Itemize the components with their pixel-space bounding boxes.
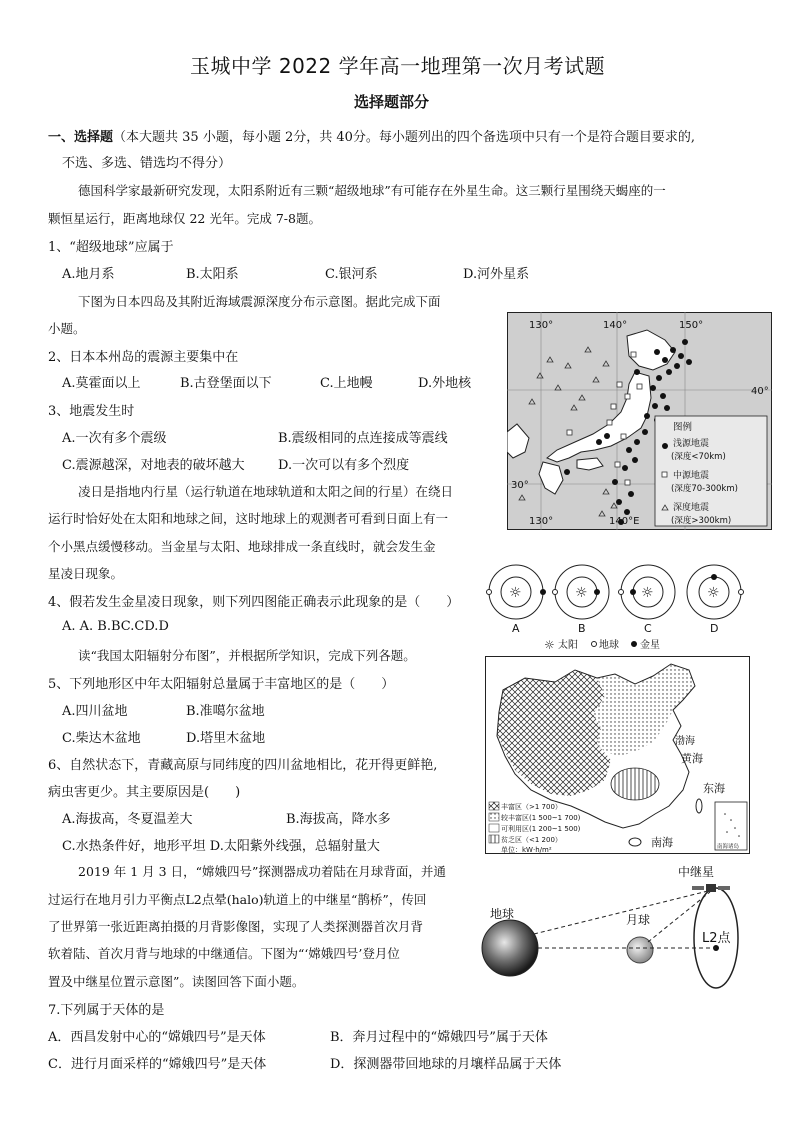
venus-icon bbox=[631, 641, 637, 647]
japan-earthquake-map bbox=[507, 312, 772, 530]
q7-option-a: A．西昌发射中心的“嫦娥四号”是天体 bbox=[48, 1030, 266, 1045]
q4-stem: 4、假若发生金星凌日现象，则下列四图能正确表示此现象的是（ ） bbox=[48, 595, 460, 610]
intro1-line2: 颗恒星运行，距离地球仅 22 光年。完成 7-8题。 bbox=[48, 211, 321, 226]
intro3-line2: 运行时恰好处在太阳和地球之间，这时地球上的观测者可看到日面上有一 bbox=[48, 511, 449, 526]
q5-option-c: C.柴达木盆地 bbox=[62, 731, 141, 746]
venus-transit-diagram bbox=[484, 560, 746, 652]
q5-option-a: A.四川盆地 bbox=[62, 704, 128, 719]
sun-icon: ☼ bbox=[544, 638, 555, 652]
q6-option-b: B.海拔高，降水多 bbox=[286, 812, 391, 827]
q7-option-b: B．奔月过程中的“嫦娥四号”属于天体 bbox=[330, 1030, 548, 1045]
intro5-line2: 过运行在地月引力平衡点L2点晕(halo)轨道上的中继星“鹊桥”，传回 bbox=[48, 892, 427, 907]
section-subtitle: 选择题部分 bbox=[354, 93, 430, 111]
legend-shallow-range: (深度<70km) bbox=[671, 452, 726, 462]
q6-stem-2: 病虫害更少。其主要原因是( ) bbox=[48, 785, 241, 800]
intro5-line4: 软着陆、首次月背与地球的中继通信。下图为“‘嫦娥四号’登月位 bbox=[48, 946, 400, 961]
section-label: 一、选择题 bbox=[48, 130, 114, 145]
yellow-sea-label: 黄海 bbox=[681, 752, 703, 765]
legend-shallow-icon bbox=[662, 443, 668, 449]
legend-sun: 太阳 bbox=[558, 640, 578, 651]
legend-deep-range: (深度>300km) bbox=[671, 516, 732, 526]
intro2-line1: 下图为日本四岛及其附近海域震源深度分布示意图。据此完成下面 bbox=[78, 294, 441, 309]
earth-icon bbox=[592, 642, 597, 647]
q3-option-c: C.震源越深，对地表的破坏越大 bbox=[62, 458, 245, 473]
earth-globe bbox=[482, 920, 538, 976]
intro1-line1: 德国科学家最新研究发现，太阳系附近有三颗“超级地球”有可能存在外星生命。这三颗行星围绕天蝎座的一 bbox=[78, 183, 666, 198]
q6-stem-1: 6、自然状态下，青藏高原与同纬度的四川盆地相比，花开得更鲜艳, bbox=[48, 758, 438, 773]
map-lat-label-2: 30° bbox=[511, 480, 529, 491]
q2-stem: 2、日本本州岛的震源主要集中在 bbox=[48, 350, 239, 365]
china-solar-radiation-map bbox=[485, 656, 750, 854]
q1-stem: 1、“超级地球”应属于 bbox=[48, 240, 174, 255]
section-desc-2: 不选、多选、错选均不得分） bbox=[62, 156, 232, 171]
q5-option-d: D.塔里木盆地 bbox=[186, 731, 266, 746]
radiation-legend-rich: 丰富区（>1 700） bbox=[501, 803, 562, 811]
legend-mid-name: 中源地震 bbox=[673, 471, 710, 481]
east-sea-label: 东海 bbox=[703, 782, 725, 795]
q5-stem: 5、下列地形区中年太阳辐射总量属于丰富地区的是（ ） bbox=[48, 677, 395, 692]
map-lon-label-2: 140° bbox=[603, 320, 628, 331]
legend-venus: 金星 bbox=[640, 640, 660, 651]
map-lon-label-3: 150° bbox=[679, 320, 704, 331]
intro4: 读“我国太阳辐射分布图”，并根据所学知识，完成下列各题。 bbox=[78, 648, 416, 663]
q3-stem: 3、地震发生时 bbox=[48, 404, 135, 419]
bohai-label: 渤海 bbox=[675, 736, 695, 747]
q2-option-a: A.莫霍面以上 bbox=[62, 376, 141, 391]
legend-deep-name: 深度地震 bbox=[673, 503, 710, 513]
intro3-line3: 个小黑点缓慢移动。当金星与太阳、地球排成一条直线时，就会发生金 bbox=[48, 539, 436, 554]
legend-earth: 地球 bbox=[599, 640, 619, 651]
legend-mid-range: (深度70-300km) bbox=[671, 484, 738, 494]
q1-option-c: C.银河系 bbox=[325, 267, 378, 282]
intro5-line3: 了世界第一张近距离拍摄的月背影像图，实现了人类探测器首次月背 bbox=[48, 919, 424, 934]
transit-panel-c bbox=[619, 565, 676, 619]
transit-label-c: C bbox=[644, 622, 652, 635]
q7-option-d: D．探测器带回地球的月壤样品属于天体 bbox=[330, 1057, 562, 1072]
svg-text:☼: ☼ bbox=[641, 585, 654, 601]
svg-text:☼: ☼ bbox=[509, 585, 522, 601]
q4-options: A. A. B.BC.CD.D bbox=[62, 619, 169, 634]
map-lon-label-1: 130° bbox=[529, 320, 554, 331]
transit-label-a: A bbox=[512, 622, 520, 635]
q1-option-d: D.河外星系 bbox=[463, 267, 530, 282]
intro3-line1: 凌日是指地内行星（运行轨道在地球轨道和太阳之间的行星）在绕日 bbox=[78, 484, 454, 499]
q2-option-c: C.上地幔 bbox=[320, 376, 373, 391]
map-lon-label-4: 130° bbox=[529, 516, 554, 527]
transit-label-d: D bbox=[710, 622, 719, 635]
q6-option-a: A.海拔高，冬夏温差大 bbox=[62, 812, 193, 827]
section-desc: （本大题共 35 小题，每小题 2分，共 40分。每小题列出的四个备选项中只有一个是符合题目要求的, bbox=[113, 130, 696, 145]
intro5-line1: 2019 年 1 月 3 日，“嫦娥四号”探测器成功着陆在月球背面，并通 bbox=[78, 864, 446, 879]
moon-label: 月球 bbox=[626, 913, 651, 927]
intro3-line4: 星凌日现象。 bbox=[48, 566, 124, 581]
legend-shallow-name: 浅源地震 bbox=[673, 439, 710, 449]
section-heading bbox=[48, 126, 695, 145]
q2-option-d: D.外地核 bbox=[418, 376, 472, 391]
q1-option-a: A.地月系 bbox=[62, 267, 115, 282]
svg-text:☼: ☼ bbox=[575, 585, 588, 601]
intro5-line5: 置及中继星位置示意图”。读图回答下面小题。 bbox=[48, 974, 305, 989]
q1-option-b: B.太阳系 bbox=[186, 267, 239, 282]
moon-relay-line bbox=[648, 892, 710, 942]
q7-option-c: C．进行月面采样的“嫦娥四号”是天体 bbox=[48, 1057, 267, 1072]
map-legend-box bbox=[655, 416, 767, 526]
intro2-line2: 小题。 bbox=[48, 321, 86, 336]
legend-mid-icon bbox=[662, 472, 667, 477]
relay-label: 中继星 bbox=[678, 865, 715, 879]
south-sea-inset bbox=[715, 802, 747, 850]
q7-stem: 7.下列属于天体的是 bbox=[48, 1003, 165, 1018]
radiation-legend-poor: 贫乏区（<1 200） bbox=[501, 836, 562, 844]
q3-option-b: B.震级相同的点连接成等震线 bbox=[278, 431, 448, 446]
radiation-unit: 单位：kW·h/m² bbox=[501, 846, 552, 854]
transit-panel-b bbox=[553, 565, 610, 619]
transit-label-b: B bbox=[578, 622, 586, 635]
radiation-legend-good: 较丰富区(1 500~1 700) bbox=[501, 814, 581, 822]
q3-option-d: D.一次可以有多个烈度 bbox=[278, 458, 410, 473]
map-lon-label-5: 140°E bbox=[609, 516, 640, 527]
earth-relay-line bbox=[534, 890, 712, 934]
relay-satellite-diagram bbox=[480, 862, 760, 992]
transit-panel-a bbox=[487, 565, 547, 619]
south-sea-label: 南海 bbox=[651, 836, 673, 849]
transit-panel-d bbox=[687, 565, 744, 619]
svg-text:☼: ☼ bbox=[707, 585, 720, 601]
q2-option-b: B.古登堡面以下 bbox=[180, 376, 272, 391]
q3-option-a: A.一次有多个震级 bbox=[62, 431, 167, 446]
q6-option-cd: C.水热条件好，地形平坦 D.太阳紫外线强，总辐射量大 bbox=[62, 839, 380, 854]
q5-option-b: B.准噶尔盆地 bbox=[186, 704, 265, 719]
l2-label: L2点 bbox=[702, 931, 731, 946]
inset-label: 南海诸岛 bbox=[717, 844, 740, 850]
map-lat-label-1: 40° bbox=[751, 386, 769, 397]
page-title: 玉城中学 2022 学年高一地理第一次月考试题 bbox=[190, 54, 606, 78]
map-legend-title: 图例 bbox=[673, 422, 693, 433]
earth-label: 地球 bbox=[490, 907, 515, 921]
radiation-legend-usable: 可利用区(1 200~1 500) bbox=[501, 825, 581, 833]
